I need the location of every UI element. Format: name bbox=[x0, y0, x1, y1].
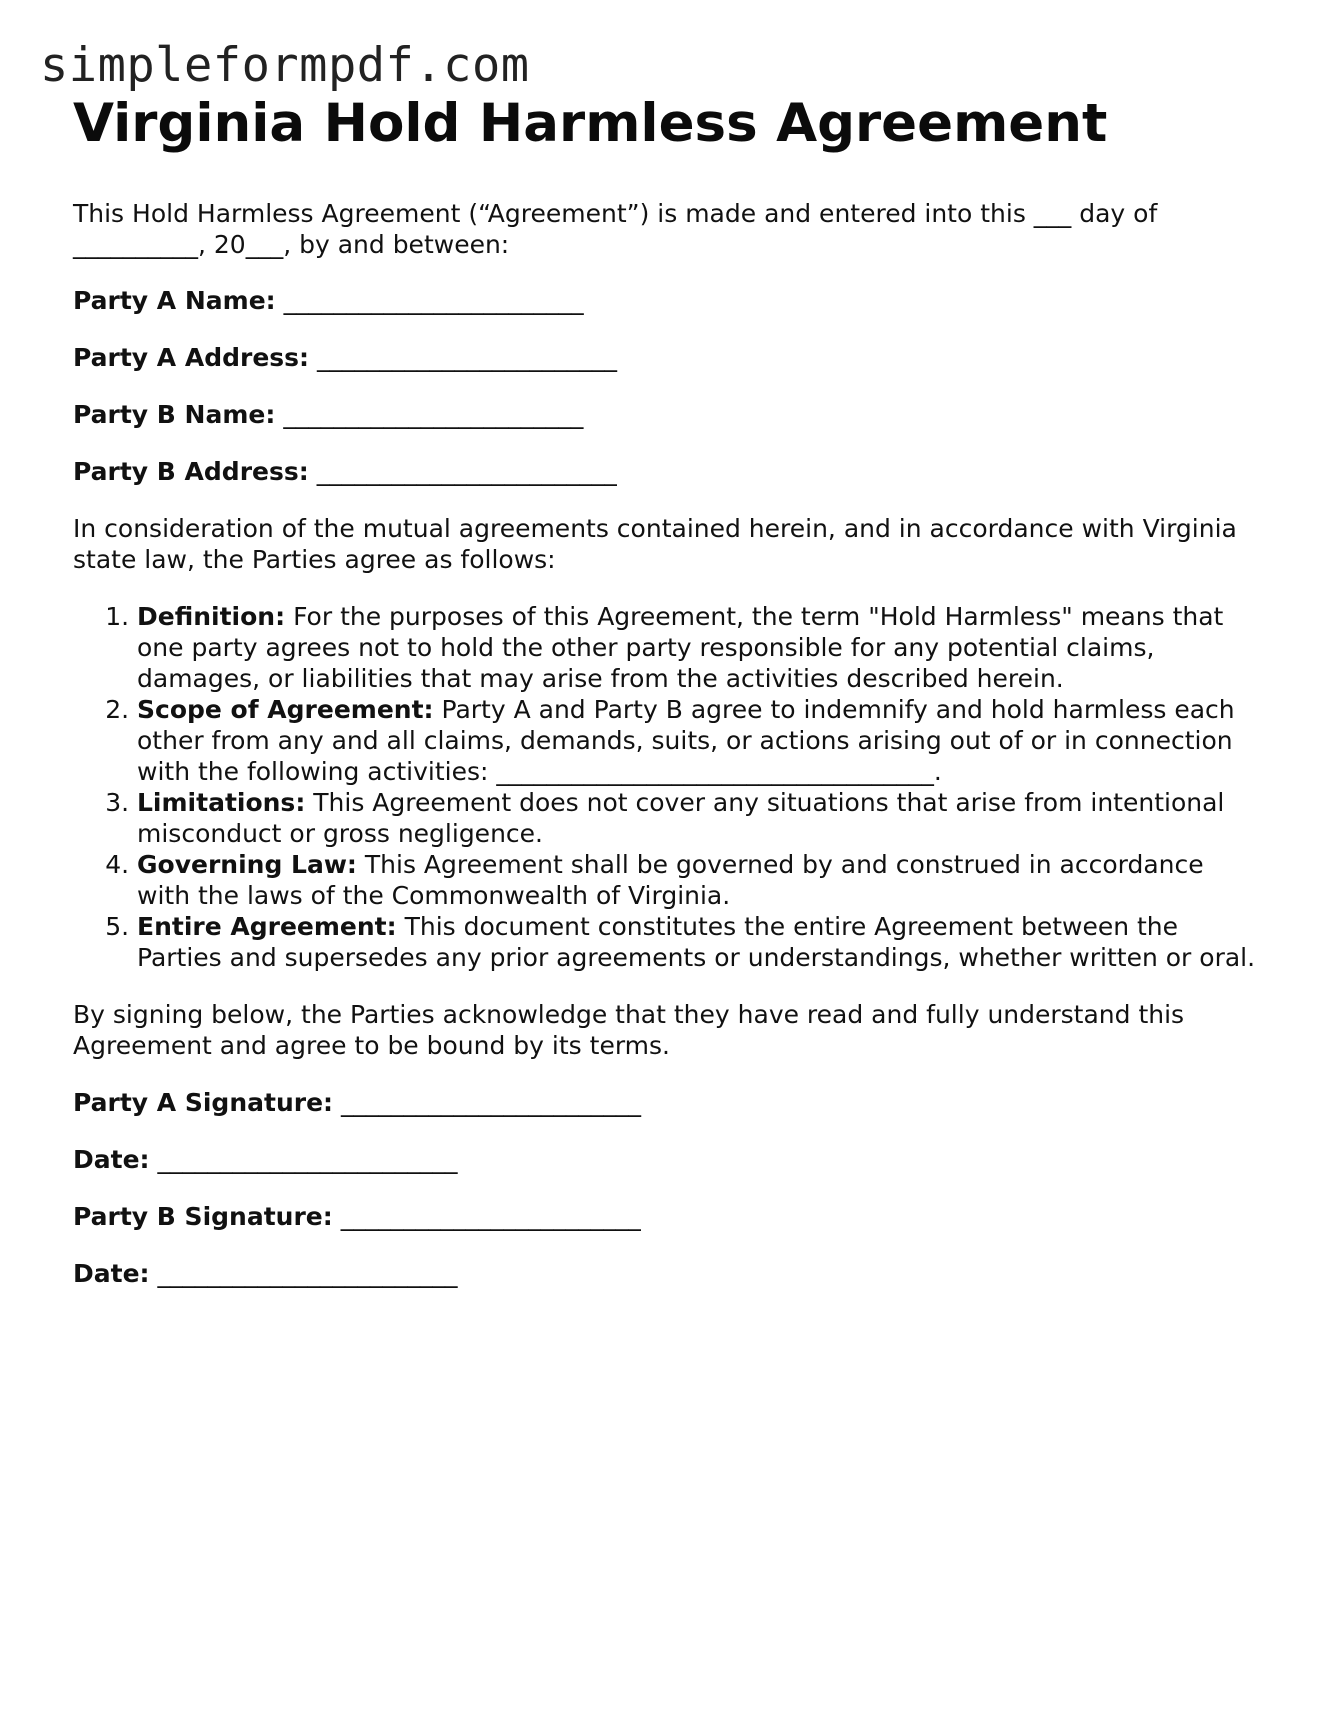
party-fields bbox=[73, 285, 1263, 487]
clause-scope bbox=[137, 694, 1263, 787]
party-a-address-field[interactable] bbox=[73, 342, 1263, 373]
party-b-date-field[interactable] bbox=[73, 1258, 1263, 1289]
field-blank[interactable]: ________________________ bbox=[157, 1259, 458, 1288]
field-label: Party B Signature: bbox=[73, 1202, 333, 1231]
field-blank[interactable]: ________________________ bbox=[340, 1088, 641, 1117]
clause-term: Scope of Agreement: bbox=[137, 695, 434, 724]
clause-governing-law bbox=[137, 849, 1263, 911]
clause-limitations bbox=[137, 787, 1263, 849]
party-a-signature-field[interactable] bbox=[73, 1087, 1263, 1118]
party-a-date-field[interactable] bbox=[73, 1144, 1263, 1175]
clause-term: Definition: bbox=[137, 602, 286, 631]
field-label: Party A Signature: bbox=[73, 1088, 334, 1117]
page-title: Virginia Hold Harmless Agreement bbox=[73, 93, 1108, 154]
field-blank[interactable]: ________________________ bbox=[157, 1145, 458, 1174]
clause-text: This Agreement does not cover any situations that arise from intentional misconduct or gross negligence. bbox=[137, 788, 1225, 848]
clause-text: For the purposes of this Agreement, the term "Hold Harmless" means that one party agrees not to hold the other party responsible for any potential claims, damages, or liabilities that may arise from the activities described herein. bbox=[137, 602, 1224, 693]
intro-paragraph: This Hold Harmless Agreement (“Agreement”) is made and entered into this ___ day of __________, 20___, by and between: bbox=[73, 199, 1158, 259]
field-blank[interactable]: ________________________ bbox=[317, 343, 617, 372]
field-blank[interactable]: ________________________ bbox=[283, 286, 584, 315]
field-label: Party B Address: bbox=[73, 457, 309, 486]
clause-text: This document constitutes the entire Agreement between the Parties and supersedes any prior agreements or understandings, whether written or oral. bbox=[137, 912, 1256, 972]
field-blank[interactable]: ________________________ bbox=[316, 457, 617, 486]
field-label: Date: bbox=[73, 1259, 150, 1288]
clause-text: This Agreement shall be governed by and construed in accordance with the laws of the Commonwealth of Virginia. bbox=[137, 850, 1204, 910]
clause-term: Governing Law: bbox=[137, 850, 357, 879]
signature-fields bbox=[73, 1087, 1263, 1289]
field-blank[interactable]: ________________________ bbox=[340, 1202, 641, 1231]
party-b-name-field[interactable] bbox=[73, 399, 1263, 430]
closing-paragraph: By signing below, the Parties acknowledge that they have read and fully understand this Agreement and agree to be bound by its terms. bbox=[73, 1000, 1185, 1060]
clause-entire-agreement bbox=[137, 911, 1263, 973]
clause-definition bbox=[137, 601, 1263, 694]
clause-text: Party A and Party B agree to indemnify and hold harmless each other from any and all claims, demands, suits, or actions arising out of or in connection with the following activities: ___________________________________. bbox=[137, 695, 1235, 786]
party-b-address-field[interactable] bbox=[73, 456, 1263, 487]
clause-term: Entire Agreement: bbox=[137, 912, 397, 941]
party-b-signature-field[interactable] bbox=[73, 1201, 1263, 1232]
field-label: Party B Name: bbox=[73, 400, 276, 429]
document-page bbox=[73, 92, 1263, 1289]
field-label: Party A Name: bbox=[73, 286, 276, 315]
site-watermark: simpleformpdf.com bbox=[40, 38, 530, 93]
field-blank[interactable]: ________________________ bbox=[283, 400, 584, 429]
party-a-name-field[interactable] bbox=[73, 285, 1263, 316]
field-label: Party A Address: bbox=[73, 343, 310, 372]
clause-list bbox=[73, 601, 1263, 973]
clause-term: Limitations: bbox=[137, 788, 306, 817]
field-label: Date: bbox=[73, 1145, 150, 1174]
consideration-paragraph: In consideration of the mutual agreements contained herein, and in accordance with Virginia state law, the Parties agree as follows: bbox=[73, 514, 1237, 574]
